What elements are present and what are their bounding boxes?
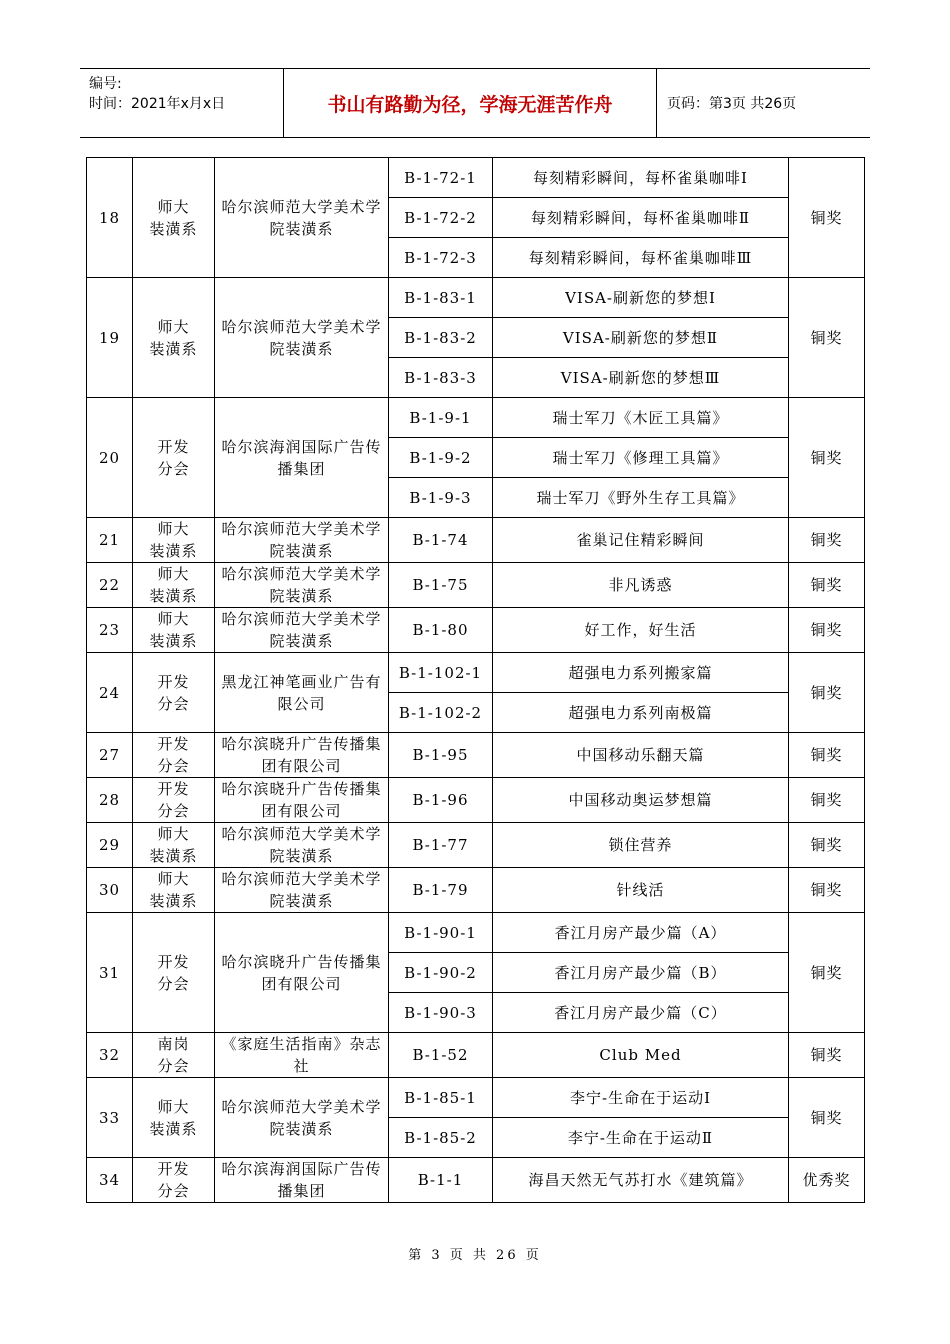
work-title: 雀巢记住精彩瞬间 xyxy=(493,518,789,563)
work-title: VISA-刷新您的梦想Ⅱ xyxy=(493,318,789,358)
organization-cell: 哈尔滨海润国际广告传播集团 xyxy=(215,398,389,518)
work-code: B-1-95 xyxy=(389,733,493,778)
work-code: B-1-74 xyxy=(389,518,493,563)
header-page-label: 页码：第3页 共26页 xyxy=(667,96,797,112)
organization-cell: 哈尔滨师范大学美术学院装潢系 xyxy=(215,608,389,653)
date-label: 时间：2021年x月x日 xyxy=(89,96,226,112)
award-cell: 铜奖 xyxy=(789,1078,865,1158)
entry-number: 31 xyxy=(87,913,133,1033)
table-row xyxy=(87,913,865,953)
branch-cell: 师大 装潢系 xyxy=(133,518,215,563)
table-row xyxy=(87,868,865,913)
branch-cell: 开发 分会 xyxy=(133,733,215,778)
table-row xyxy=(87,778,865,823)
work-code: B-1-102-2 xyxy=(389,693,493,733)
work-title: 针线活 xyxy=(493,868,789,913)
header-meta xyxy=(80,69,283,137)
work-code: B-1-83-3 xyxy=(389,358,493,398)
work-code: B-1-79 xyxy=(389,868,493,913)
table-row xyxy=(87,1078,865,1118)
work-title: 李宁-生命在于运动Ⅰ xyxy=(493,1078,789,1118)
work-title: 李宁-生命在于运动Ⅱ xyxy=(493,1118,789,1158)
work-code: B-1-75 xyxy=(389,563,493,608)
work-code: B-1-90-1 xyxy=(389,913,493,953)
work-code: B-1-72-1 xyxy=(389,158,493,198)
entry-number: 18 xyxy=(87,158,133,278)
work-title: 锁住营养 xyxy=(493,823,789,868)
award-cell: 铜奖 xyxy=(789,608,865,653)
organization-cell: 哈尔滨海润国际广告传播集团 xyxy=(215,1158,389,1203)
award-cell: 铜奖 xyxy=(789,563,865,608)
branch-cell: 开发 分会 xyxy=(133,778,215,823)
table-row xyxy=(87,1158,865,1203)
award-cell: 铜奖 xyxy=(789,913,865,1033)
entry-number: 33 xyxy=(87,1078,133,1158)
work-code: B-1-80 xyxy=(389,608,493,653)
organization-cell: 哈尔滨师范大学美术学院装潢系 xyxy=(215,278,389,398)
table-row xyxy=(87,398,865,438)
entry-number: 28 xyxy=(87,778,133,823)
page-header xyxy=(80,68,870,138)
work-title: VISA-刷新您的梦想Ⅲ xyxy=(493,358,789,398)
branch-cell: 师大 装潢系 xyxy=(133,823,215,868)
award-cell: 铜奖 xyxy=(789,733,865,778)
branch-cell: 师大 装潢系 xyxy=(133,158,215,278)
work-code: B-1-96 xyxy=(389,778,493,823)
branch-cell: 开发 分会 xyxy=(133,913,215,1033)
branch-cell: 师大 装潢系 xyxy=(133,1078,215,1158)
work-title: 超强电力系列搬家篇 xyxy=(493,653,789,693)
organization-cell: 《家庭生活指南》杂志社 xyxy=(215,1033,389,1078)
branch-cell: 师大 装潢系 xyxy=(133,278,215,398)
work-code: B-1-90-3 xyxy=(389,993,493,1033)
work-code: B-1-72-2 xyxy=(389,198,493,238)
branch-cell: 师大 装潢系 xyxy=(133,868,215,913)
work-code: B-1-90-2 xyxy=(389,953,493,993)
work-code: B-1-9-1 xyxy=(389,398,493,438)
work-title: 中国移动乐翻天篇 xyxy=(493,733,789,778)
table-row xyxy=(87,653,865,693)
entry-number: 20 xyxy=(87,398,133,518)
award-cell: 铜奖 xyxy=(789,823,865,868)
organization-cell: 黑龙江神笔画业广告有限公司 xyxy=(215,653,389,733)
work-title: Club Med xyxy=(493,1033,789,1078)
work-title: 香江月房产最少篇（C） xyxy=(493,993,789,1033)
work-code: B-1-72-3 xyxy=(389,238,493,278)
organization-cell: 哈尔滨师范大学美术学院装潢系 xyxy=(215,868,389,913)
work-code: B-1-9-3 xyxy=(389,478,493,518)
work-title: 超强电力系列南极篇 xyxy=(493,693,789,733)
entry-number: 23 xyxy=(87,608,133,653)
organization-cell: 哈尔滨师范大学美术学院装潢系 xyxy=(215,1078,389,1158)
work-title: 香江月房产最少篇（A） xyxy=(493,913,789,953)
work-title: VISA-刷新您的梦想Ⅰ xyxy=(493,278,789,318)
entry-number: 27 xyxy=(87,733,133,778)
table-row xyxy=(87,278,865,318)
entry-number: 34 xyxy=(87,1158,133,1203)
page-footer: 第 3 页 共 26 页 xyxy=(408,1248,542,1263)
entry-number: 21 xyxy=(87,518,133,563)
table-row xyxy=(87,733,865,778)
work-code: B-1-85-2 xyxy=(389,1118,493,1158)
award-cell: 铜奖 xyxy=(789,1033,865,1078)
table-row xyxy=(87,608,865,653)
number-label: 编号: xyxy=(89,76,122,92)
award-cell: 优秀奖 xyxy=(789,1158,865,1203)
table-row xyxy=(87,158,865,198)
award-cell: 铜奖 xyxy=(789,518,865,563)
organization-cell: 哈尔滨师范大学美术学院装潢系 xyxy=(215,563,389,608)
table-row xyxy=(87,563,865,608)
branch-cell: 南岗 分会 xyxy=(133,1033,215,1078)
work-title: 每刻精彩瞬间，每杯雀巢咖啡Ⅲ xyxy=(493,238,789,278)
work-code: B-1-52 xyxy=(389,1033,493,1078)
work-title: 海昌天然无气苏打水《建筑篇》 xyxy=(493,1158,789,1203)
entry-number: 24 xyxy=(87,653,133,733)
work-code: B-1-83-2 xyxy=(389,318,493,358)
work-code: B-1-1 xyxy=(389,1158,493,1203)
work-code: B-1-85-1 xyxy=(389,1078,493,1118)
organization-cell: 哈尔滨晓升广告传播集团有限公司 xyxy=(215,913,389,1033)
organization-cell: 哈尔滨晓升广告传播集团有限公司 xyxy=(215,778,389,823)
header-motto: 书山有路勤为径，学海无涯苦作舟 xyxy=(283,69,657,137)
branch-cell: 师大 装潢系 xyxy=(133,608,215,653)
award-cell: 铜奖 xyxy=(789,653,865,733)
entry-number: 22 xyxy=(87,563,133,608)
organization-cell: 哈尔滨师范大学美术学院装潢系 xyxy=(215,518,389,563)
work-code: B-1-77 xyxy=(389,823,493,868)
work-title: 每刻精彩瞬间，每杯雀巢咖啡Ⅰ xyxy=(493,158,789,198)
table-row xyxy=(87,1033,865,1078)
awards-table xyxy=(86,157,865,1203)
work-code: B-1-83-1 xyxy=(389,278,493,318)
work-title: 好工作，好生活 xyxy=(493,608,789,653)
work-title: 香江月房产最少篇（B） xyxy=(493,953,789,993)
award-cell: 铜奖 xyxy=(789,778,865,823)
work-title: 每刻精彩瞬间，每杯雀巢咖啡Ⅱ xyxy=(493,198,789,238)
table-row xyxy=(87,823,865,868)
organization-cell: 哈尔滨师范大学美术学院装潢系 xyxy=(215,823,389,868)
entry-number: 30 xyxy=(87,868,133,913)
organization-cell: 哈尔滨师范大学美术学院装潢系 xyxy=(215,158,389,278)
award-cell: 铜奖 xyxy=(789,398,865,518)
branch-cell: 开发 分会 xyxy=(133,1158,215,1203)
work-code: B-1-102-1 xyxy=(389,653,493,693)
award-cell: 铜奖 xyxy=(789,278,865,398)
work-title: 非凡诱惑 xyxy=(493,563,789,608)
award-cell: 铜奖 xyxy=(789,158,865,278)
branch-cell: 开发 分会 xyxy=(133,398,215,518)
branch-cell: 师大 装潢系 xyxy=(133,563,215,608)
work-title: 瑞士军刀《修理工具篇》 xyxy=(493,438,789,478)
branch-cell: 开发 分会 xyxy=(133,653,215,733)
work-title: 瑞士军刀《野外生存工具篇》 xyxy=(493,478,789,518)
organization-cell: 哈尔滨晓升广告传播集团有限公司 xyxy=(215,733,389,778)
table-row xyxy=(87,518,865,563)
entry-number: 19 xyxy=(87,278,133,398)
entry-number: 29 xyxy=(87,823,133,868)
work-code: B-1-9-2 xyxy=(389,438,493,478)
entry-number: 32 xyxy=(87,1033,133,1078)
work-title: 中国移动奥运梦想篇 xyxy=(493,778,789,823)
work-title: 瑞士军刀《木匠工具篇》 xyxy=(493,398,789,438)
award-cell: 铜奖 xyxy=(789,868,865,913)
